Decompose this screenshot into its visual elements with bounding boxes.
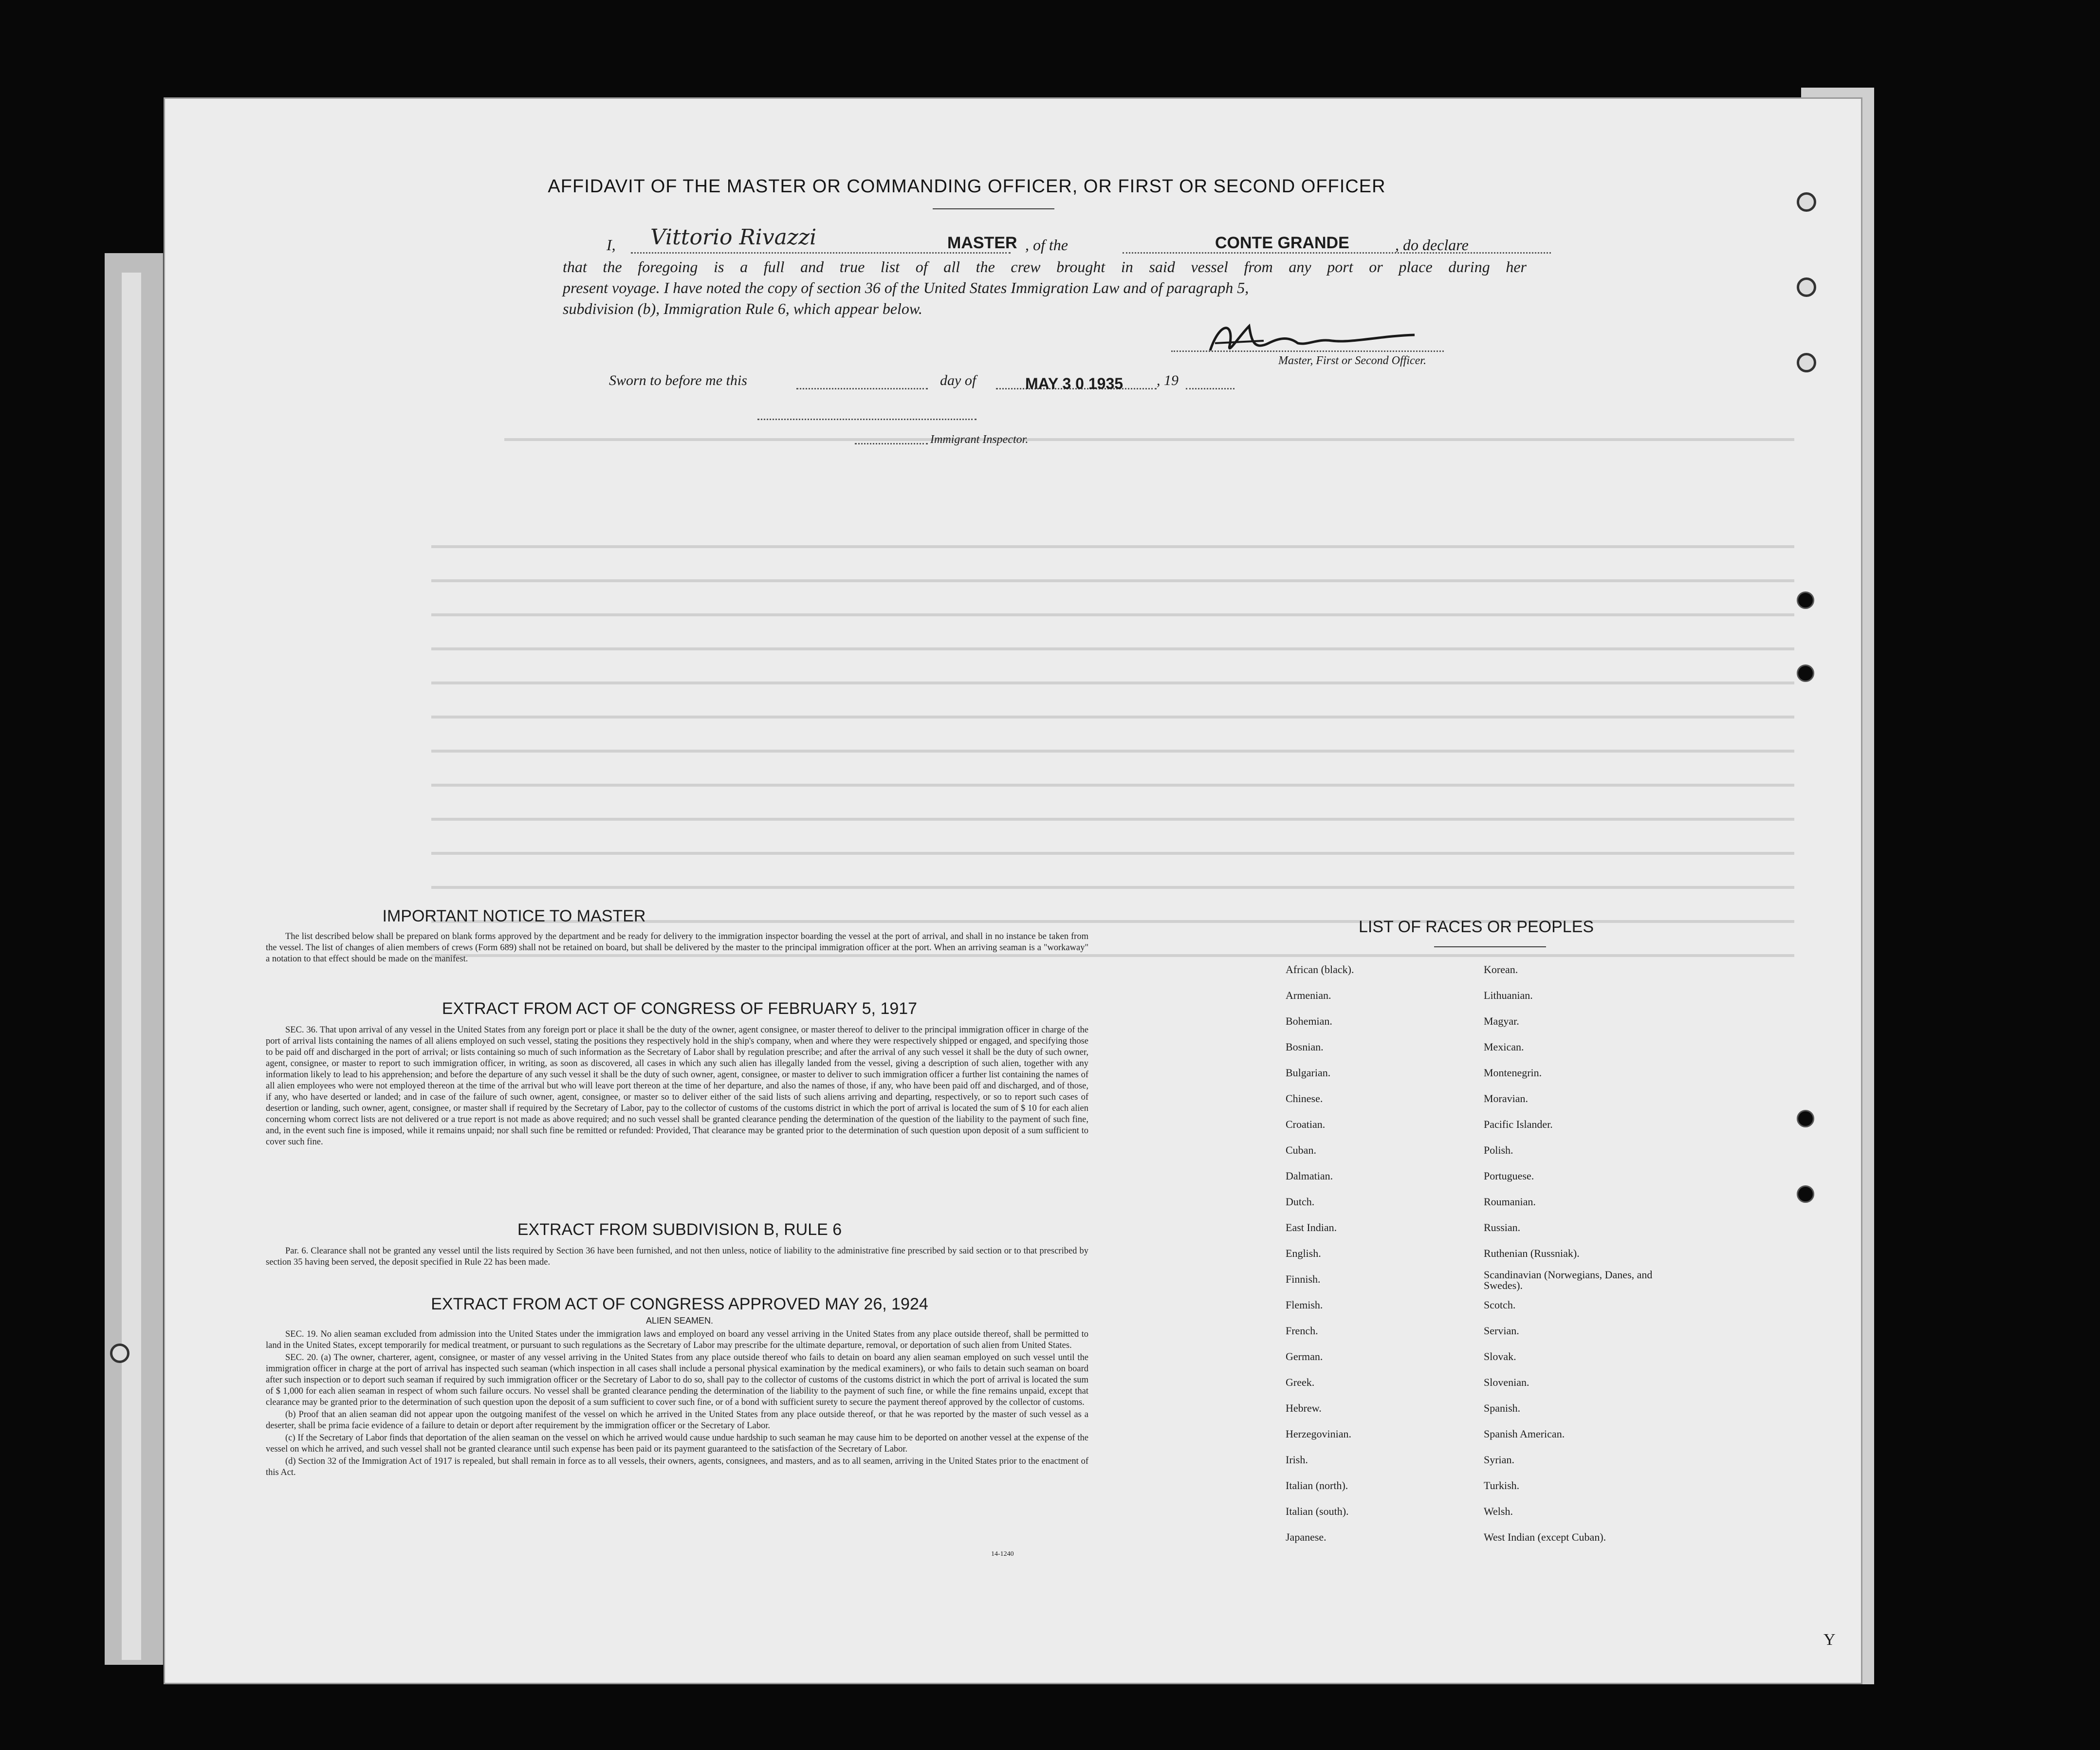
punch-hole	[1797, 277, 1816, 297]
races-column-2	[1484, 964, 1698, 1567]
year-line	[1186, 388, 1234, 389]
race-item: Spanish American.	[1484, 1428, 1565, 1440]
margin-mark: Y	[1824, 1631, 1836, 1649]
race-item: Polish.	[1484, 1144, 1513, 1156]
race-item: Hebrew.	[1286, 1402, 1322, 1414]
bleed-through-row	[431, 716, 1794, 718]
race-item: Lithuanian.	[1484, 989, 1533, 1001]
race-item: Cuban.	[1286, 1144, 1316, 1156]
bleed-through-row	[431, 613, 1794, 616]
races-column-1	[1286, 964, 1490, 1567]
sec20c-paragraph: (c) If the Secretary of Labor finds that deportation of the alien seaman on the vessel on which he arrived would cause undue hardship to such seaman he may cause him to be deported on another vessel at the expense of the vessel on which he arrived, and such vessel shall not be granted clearance until such expense has been paid or its payment guaranteed to the satisfaction of the Secretary of Labor.	[266, 1433, 1088, 1454]
race-item: Magyar.	[1484, 1015, 1519, 1027]
race-item: Russian.	[1484, 1221, 1521, 1234]
bleed-through-row	[431, 852, 1794, 855]
form-code: 14-1240	[991, 1550, 1014, 1558]
race-item: Roumanian.	[1484, 1196, 1536, 1208]
race-item: Italian (south).	[1286, 1505, 1349, 1517]
do-declare-label: , do declare	[1395, 236, 1469, 254]
race-item: French.	[1286, 1325, 1318, 1337]
race-item: Irish.	[1286, 1454, 1308, 1466]
race-item: Dutch.	[1286, 1196, 1315, 1208]
signature-line	[1171, 350, 1444, 352]
race-item: Montenegrin.	[1484, 1067, 1542, 1079]
race-item: German.	[1286, 1350, 1323, 1363]
race-item: Chinese.	[1286, 1092, 1323, 1105]
race-item: Greek.	[1286, 1376, 1315, 1388]
year-prefix: , 19	[1157, 372, 1179, 388]
of-the-label: , of the	[1025, 236, 1068, 254]
vessel-name: CONTE GRANDE	[1215, 234, 1349, 252]
affidavit-line-2: that the foregoing is a full and true list of all the crew brought in said vessel from any port or place during her	[563, 258, 1527, 276]
extract-1917-text	[266, 1025, 1088, 1149]
bleed-through-row	[431, 647, 1794, 650]
inspector-line-1	[757, 419, 976, 420]
race-item: Japanese.	[1286, 1531, 1326, 1543]
race-item: African (black).	[1286, 963, 1354, 976]
affidavit-line-3: present voyage. I have noted the copy of section 36 of the United States Immigration Law and of paragraph 5,	[563, 279, 1249, 296]
races-title-underline	[1434, 946, 1546, 947]
race-item: Croatian.	[1286, 1118, 1326, 1130]
sworn-label: Sworn to before me this	[609, 372, 747, 388]
affidavit-line-4: subdivision (b), Immigration Rule 6, which appear below.	[563, 300, 922, 317]
punch-hole	[1797, 591, 1814, 609]
punch-hole	[1797, 664, 1814, 682]
bleed-through-row	[431, 545, 1794, 548]
race-item: Bosnian.	[1286, 1041, 1324, 1053]
race-item: Finnish.	[1286, 1273, 1321, 1285]
title-underline	[933, 208, 1054, 209]
sec19-paragraph: SEC. 19. No alien seaman excluded from admission into the United States under the immigration laws and employed on board any vessel arriving in the United States from any place outside thereof, shall be permitted to land in the United States, except temporarily for medical treatment, or pursuant to such regulations as the Secretary of Labor may prescribe for the ultimate departure, removal, or deportation of such alien from United States.	[266, 1329, 1088, 1350]
extract-rule6-paragraph: Par. 6. Clearance shall not be granted any vessel until the lists required by Section 36 have been furnished, and not then unless, notice of liability to the administrative fine prescribed by said section or to that prescribed by section 35 having been served, the deposit specified in Rule 22 has been made.	[266, 1246, 1088, 1267]
notice-paragraph: The list described below shall be prepared on blank forms approved by the department and be ready for delivery to the immigration inspector boarding the vessel at the port of arrival, and shall in no instance be taken from the vessel. The list of changes of alien members of crews (Form 689) shall not be retained on board, but shall be delivered by the master to the principal immigration officer at the port. When an arriving seaman is a "workaway" a notation to that effect should be made on the manifest.	[266, 932, 1088, 964]
race-item: Servian.	[1484, 1325, 1519, 1337]
bleed-through-row	[431, 682, 1794, 684]
race-item: Flemish.	[1286, 1299, 1323, 1311]
extract-rule6-text	[266, 1246, 1088, 1269]
bleed-through-row	[431, 784, 1794, 787]
affidavit-i: I,	[607, 236, 616, 254]
punch-hole	[1797, 353, 1816, 372]
race-item: English.	[1286, 1247, 1321, 1259]
extract-1924-text	[266, 1329, 1088, 1479]
bleed-through-row	[431, 886, 1794, 889]
race-item: Korean.	[1484, 963, 1518, 976]
inspector-line-2	[855, 443, 928, 444]
races-title: LIST OF RACES OR PEOPLES	[1359, 918, 1594, 936]
race-item: Armenian.	[1286, 989, 1331, 1001]
notice-text	[266, 931, 1088, 966]
race-item: Portuguese.	[1484, 1170, 1534, 1182]
race-item: Spanish.	[1484, 1402, 1521, 1414]
race-item: Syrian.	[1484, 1454, 1514, 1466]
race-item: Slovak.	[1484, 1350, 1516, 1363]
sec20b-paragraph: (b) Proof that an alien seaman did not appear upon the outgoing manifest of the vessel on which he arrived in the United States from any place outside thereof, or that he was reported by the master of such vessel as a deserter, shall be prima facie evidence of a failure to detain or deport after requirement by the immigration officer or the Secretary of Labor.	[266, 1410, 1088, 1431]
race-item: Bulgarian.	[1286, 1067, 1331, 1079]
race-item: East Indian.	[1286, 1221, 1337, 1234]
race-item: Bohemian.	[1286, 1015, 1332, 1027]
race-item: Pacific Islander.	[1484, 1118, 1553, 1130]
day-of-label: day of	[940, 372, 976, 388]
extract-1924-subtitle: ALIEN SEAMEN.	[645, 1316, 714, 1326]
notice-title: IMPORTANT NOTICE TO MASTER	[382, 907, 646, 925]
signature-label: Master, First or Second Officer.	[1278, 354, 1426, 367]
race-item: Italian (north).	[1286, 1479, 1348, 1492]
race-item: West Indian (except Cuban).	[1484, 1531, 1606, 1543]
race-item: Ruthenian (Russniak).	[1484, 1247, 1580, 1259]
sworn-day-line	[796, 388, 928, 389]
race-item: Scotch.	[1484, 1299, 1516, 1311]
extract-rule6-title: EXTRACT FROM SUBDIVISION B, RULE 6	[517, 1220, 842, 1239]
extract-1924-title: EXTRACT FROM ACT OF CONGRESS APPROVED MAY 26, 1924	[431, 1295, 928, 1313]
race-item: Scandinavian (Norwegians, Danes, and Swedes).	[1484, 1269, 1653, 1291]
race-item: Mexican.	[1484, 1041, 1524, 1053]
punch-hole	[110, 1344, 129, 1363]
punch-hole	[1797, 1110, 1814, 1127]
bleed-through-row	[504, 438, 1794, 441]
sec20a-paragraph: SEC. 20. (a) The owner, charterer, agent, consignee, or master of any vessel arriving in the United States from any place outside thereof who fails to detain on board any alien seaman employed on such vessel until the immigration officer in charge at the port of arrival has inspected such seaman (which inspection in all cases shall include a personal physical examination by the medical examiners), or who fails to detain such seaman on board after such inspection or to deport such seaman if required by such immigration officer or the Secretary of Labor to do so, shall pay to the collector of customs of the customs district in which the port of arrival is located the sum of $ 1,000 for each alien seaman in respect of whom such failure occurs. No vessel shall be granted clearance pending the determination of the liability to the payment of such fine, or while the fine remains unpaid, except that clearance may be granted prior to the determination of such question upon the deposit of a sum sufficient to cover such fine, or of a bond with sufficient surety to secure the payment thereof approved by the collector of customs.	[266, 1353, 1088, 1407]
extract-1917-paragraph: SEC. 36. That upon arrival of any vessel in the United States from any foreign port or place it shall be the duty of the owner, agent consignee, or master thereof to deliver to the principal immigration officer in charge of the port of arrival lists containing the names of all aliens employed on such vessel, stating the positions they respectively hold in the ship's company, when and where they were respectively shipped or engaged, and specifying those to be paid off and discharged in the port of arrival; or lists containing so much of such information as the Secretary of Labor shall by regulation prescribe; and after the arrival of any such vessel it shall be the duty of such owner, agent, consignee, or master to report to such immigration officer, in writing, as soon as discovered, all cases in which any such alien has illegally landed from the vessel, giving a description of such alien, together with any information likely to lead to his apprehension; and before the departure of any such vessel it shall be the duty of such owner, agent, consignee, or master to deliver to such immigration officer a further list containing the names of all alien employees who were not employed thereon at the time of the arrival but who will leave port thereon at the time of her departure, and also the names of those, if any, who have been paid off and discharged, and of those, if any, who have deserted or landed; and in case of the failure of such owner, agent, consignee, or master so to deliver either of the said lists of such aliens arriving and departing, respectively, or so to report such cases of desertion or landing, such owner, agent, consignee, or master shall if required by the Secretary of Labor, pay to the collector of customs of the customs district in which the port of arrival is located the sum of $ 10 for each alien concerning whom correct lists are not delivered or a true report is not made as above required; and no such vessel shall be granted clearance pending the determination of the question of the liability to the payment of such fine, and, in the event such fine is imposed, while it remains unpaid; nor shall such fine be remitted or refunded: Provided, That clearance may be granted prior to the determination of such question upon deposit of a sum sufficient to cover such fine.	[266, 1025, 1088, 1147]
race-item: Dalmatian.	[1286, 1170, 1333, 1182]
punch-hole	[1797, 1185, 1814, 1203]
bleed-through-row	[431, 818, 1794, 821]
bleed-through-row	[431, 579, 1794, 582]
inspector-label: Immigrant Inspector.	[930, 433, 1029, 446]
race-item: Herzegovinian.	[1286, 1428, 1351, 1440]
rank-value: MASTER	[947, 234, 1017, 252]
extract-1917-title: EXTRACT FROM ACT OF CONGRESS OF FEBRUARY 5, 1917	[442, 999, 918, 1018]
race-item: Welsh.	[1484, 1505, 1513, 1517]
document-page	[164, 97, 1862, 1684]
date-stamp: MAY 3 0 1935	[1025, 375, 1124, 392]
bleed-through-row	[431, 750, 1794, 753]
race-item: Slovenian.	[1484, 1376, 1529, 1388]
left-binding-strip	[122, 273, 141, 1660]
race-item: Moravian.	[1484, 1092, 1529, 1105]
affidavit-title: AFFIDAVIT OF THE MASTER OR COMMANDING OFFICER, OR FIRST OR SECOND OFFICER	[548, 176, 1386, 197]
sec20d-paragraph: (d) Section 32 of the Immigration Act of 1917 is repealed, but shall remain in force as to all vessels, their owners, agents, consignees, and masters, and as to all seamen, arriving in the United States prior to the enactment of this Act.	[266, 1456, 1088, 1477]
race-item: Turkish.	[1484, 1479, 1520, 1492]
master-name-handwritten: Vittorio Rivazzi	[650, 225, 817, 250]
